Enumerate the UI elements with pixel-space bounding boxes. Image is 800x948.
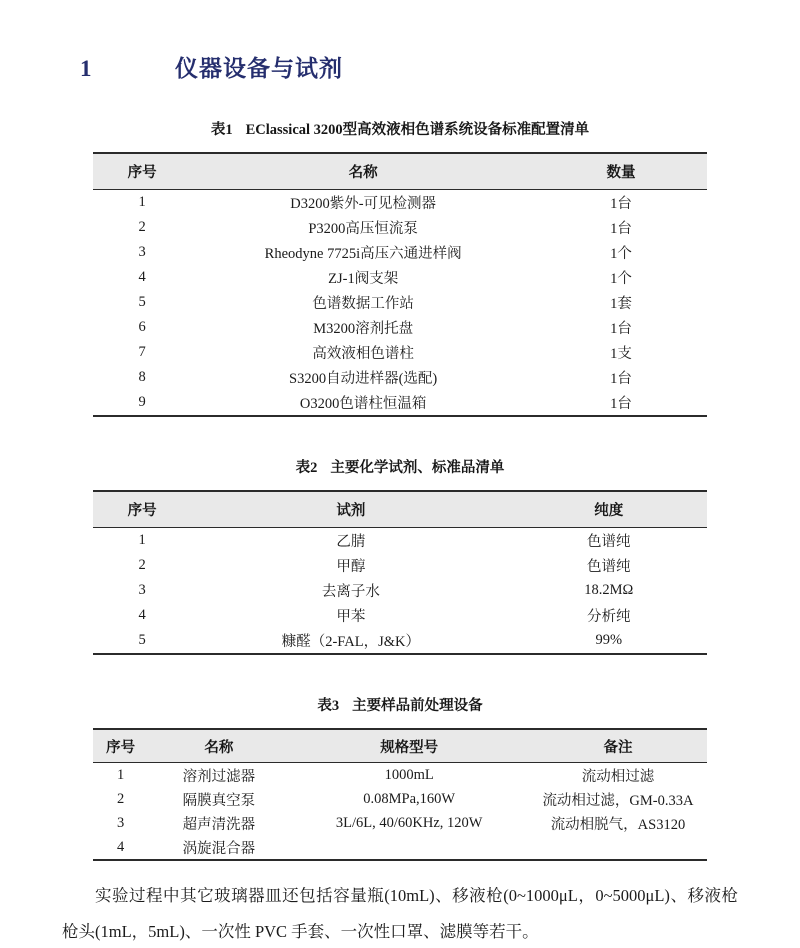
table-cell: 5 — [138, 294, 146, 310]
column-header: 名称 — [148, 729, 289, 763]
table-cell: 5 — [138, 632, 146, 648]
table-cell — [289, 835, 528, 860]
table-header-row — [93, 729, 707, 763]
table-cell: 流动相过滤 — [581, 768, 655, 785]
column-header: 备注 — [529, 729, 707, 763]
table-cell: 8 — [138, 369, 146, 385]
table-cell: 高效液相色谱柱 — [312, 346, 414, 362]
table2-caption — [62, 459, 738, 477]
table2-caption-label: 表2 — [295, 460, 318, 476]
reagents-table — [93, 490, 707, 655]
table-row — [93, 315, 707, 340]
table-cell: 隔膜真空泵 — [182, 792, 256, 809]
column-header: 规格型号 — [289, 729, 528, 763]
table-cell: 9 — [138, 394, 146, 410]
table-cell: 超声清洗器 — [182, 816, 256, 833]
table-cell: 溶剂过滤器 — [182, 768, 256, 785]
table-cell: 甲醇 — [336, 559, 366, 575]
table-cell: 1 — [138, 194, 146, 210]
table3-caption-label: 表3 — [317, 698, 340, 714]
table-cell: 6 — [138, 319, 146, 335]
table-cell — [529, 835, 707, 860]
table-cell: 1000mL — [384, 766, 434, 783]
table-row — [93, 811, 707, 835]
table-cell: 2 — [138, 557, 146, 573]
table-row — [93, 835, 707, 860]
column-header: 试剂 — [191, 491, 510, 528]
table-cell: 色谱纯 — [587, 559, 631, 575]
table-cell: 色谱纯 — [587, 534, 631, 550]
table-cell: 2 — [117, 790, 125, 807]
table-cell: S3200自动进样器(选配) — [289, 371, 438, 387]
table1-caption — [62, 121, 738, 139]
table-cell: 1个 — [610, 246, 632, 262]
table-cell: 1支 — [610, 346, 632, 362]
section-title: 仪器设备与试剂 — [175, 56, 343, 81]
column-header: 序号 — [93, 153, 191, 190]
table-cell: 1台 — [610, 396, 632, 412]
pretreatment-table — [93, 728, 707, 861]
table-row — [93, 190, 707, 216]
table-row — [93, 390, 707, 416]
table-header-row — [93, 153, 707, 190]
table-cell: 3 — [138, 582, 146, 598]
table-cell: M3200溶剂托盘 — [313, 321, 414, 337]
table-cell: 分析纯 — [587, 609, 631, 625]
table-row — [93, 365, 707, 390]
table-cell: 99% — [595, 632, 623, 648]
table-row — [93, 787, 707, 811]
table-cell: 流动相脱气，AS3120 — [550, 816, 686, 833]
column-header: 名称 — [191, 153, 535, 190]
table-cell: P3200高压恒流泵 — [308, 221, 418, 237]
table-cell: 1个 — [610, 271, 632, 287]
table-cell: 7 — [138, 344, 146, 360]
table-cell: Rheodyne 7725i高压六通进样阀 — [264, 246, 462, 262]
table-cell: 1台 — [610, 221, 632, 237]
table-cell: 4 — [138, 269, 146, 285]
table-header-row — [93, 491, 707, 528]
table-cell: 4 — [138, 607, 146, 623]
table-cell: 甲苯 — [336, 609, 366, 625]
table-cell: 色谱数据工作站 — [312, 296, 414, 312]
table-row — [93, 763, 707, 788]
table-cell: 糠醛（2-FAL，J&K） — [281, 634, 421, 650]
table-row — [93, 528, 707, 554]
equipment-table — [93, 152, 707, 417]
table-cell: 4 — [117, 838, 125, 855]
table3-caption — [62, 697, 738, 715]
table-row — [93, 340, 707, 365]
section-number: 1 — [80, 56, 92, 81]
table-row — [93, 240, 707, 265]
table-cell: ZJ-1阀支架 — [328, 271, 399, 287]
table-cell: 1 — [138, 532, 146, 548]
table-row — [93, 628, 707, 654]
table2-caption-text: 主要化学试剂、标准品清单 — [330, 460, 505, 476]
table-cell: 1套 — [610, 296, 632, 312]
table-cell: 1台 — [610, 321, 632, 337]
column-header: 纯度 — [511, 491, 707, 528]
table3-caption-text: 主要样品前处理设备 — [352, 698, 483, 714]
table-cell: 1台 — [610, 371, 632, 387]
table-cell: 0.08MPa,160W — [363, 790, 456, 807]
table-cell: 2 — [138, 219, 146, 235]
table-cell: 3 — [117, 814, 125, 831]
column-header: 数量 — [535, 153, 707, 190]
closing-paragraph: 实验过程中其它玻璃器皿还包括容量瓶(10mL)、移液枪(0~1000μL，0~5000μL)、移液枪枪头(1mL，5mL)、一次性 PVC 手套、一次性口罩、滤膜等若干。 — [62, 886, 738, 941]
section-heading — [80, 52, 738, 85]
table-cell: 乙腈 — [336, 534, 366, 550]
table-cell: 去离子水 — [321, 584, 380, 600]
table-cell: 3L/6L, 40/60KHz, 120W — [335, 814, 483, 831]
table1-caption-label: 表1 — [210, 122, 233, 138]
table-row — [93, 290, 707, 315]
table-row — [93, 265, 707, 290]
column-header: 序号 — [93, 491, 191, 528]
table-row — [93, 603, 707, 628]
table-cell: 18.2MΩ — [584, 582, 634, 598]
table1-caption-text: EClassical 3200型高效液相色谱系统设备标准配置清单 — [245, 122, 590, 138]
column-header: 序号 — [93, 729, 148, 763]
table-cell: D3200紫外-可见检测器 — [290, 196, 437, 212]
table-cell: 1 — [117, 766, 125, 783]
table-row — [93, 578, 707, 603]
table-cell: O3200色谱柱恒温箱 — [299, 396, 427, 412]
table-cell: 3 — [138, 244, 146, 260]
table-row — [93, 553, 707, 578]
table-cell: 流动相过滤，GM-0.33A — [542, 792, 694, 809]
table-cell: 1台 — [610, 196, 632, 212]
table-cell: 涡旋混合器 — [182, 840, 256, 857]
table-row — [93, 215, 707, 240]
